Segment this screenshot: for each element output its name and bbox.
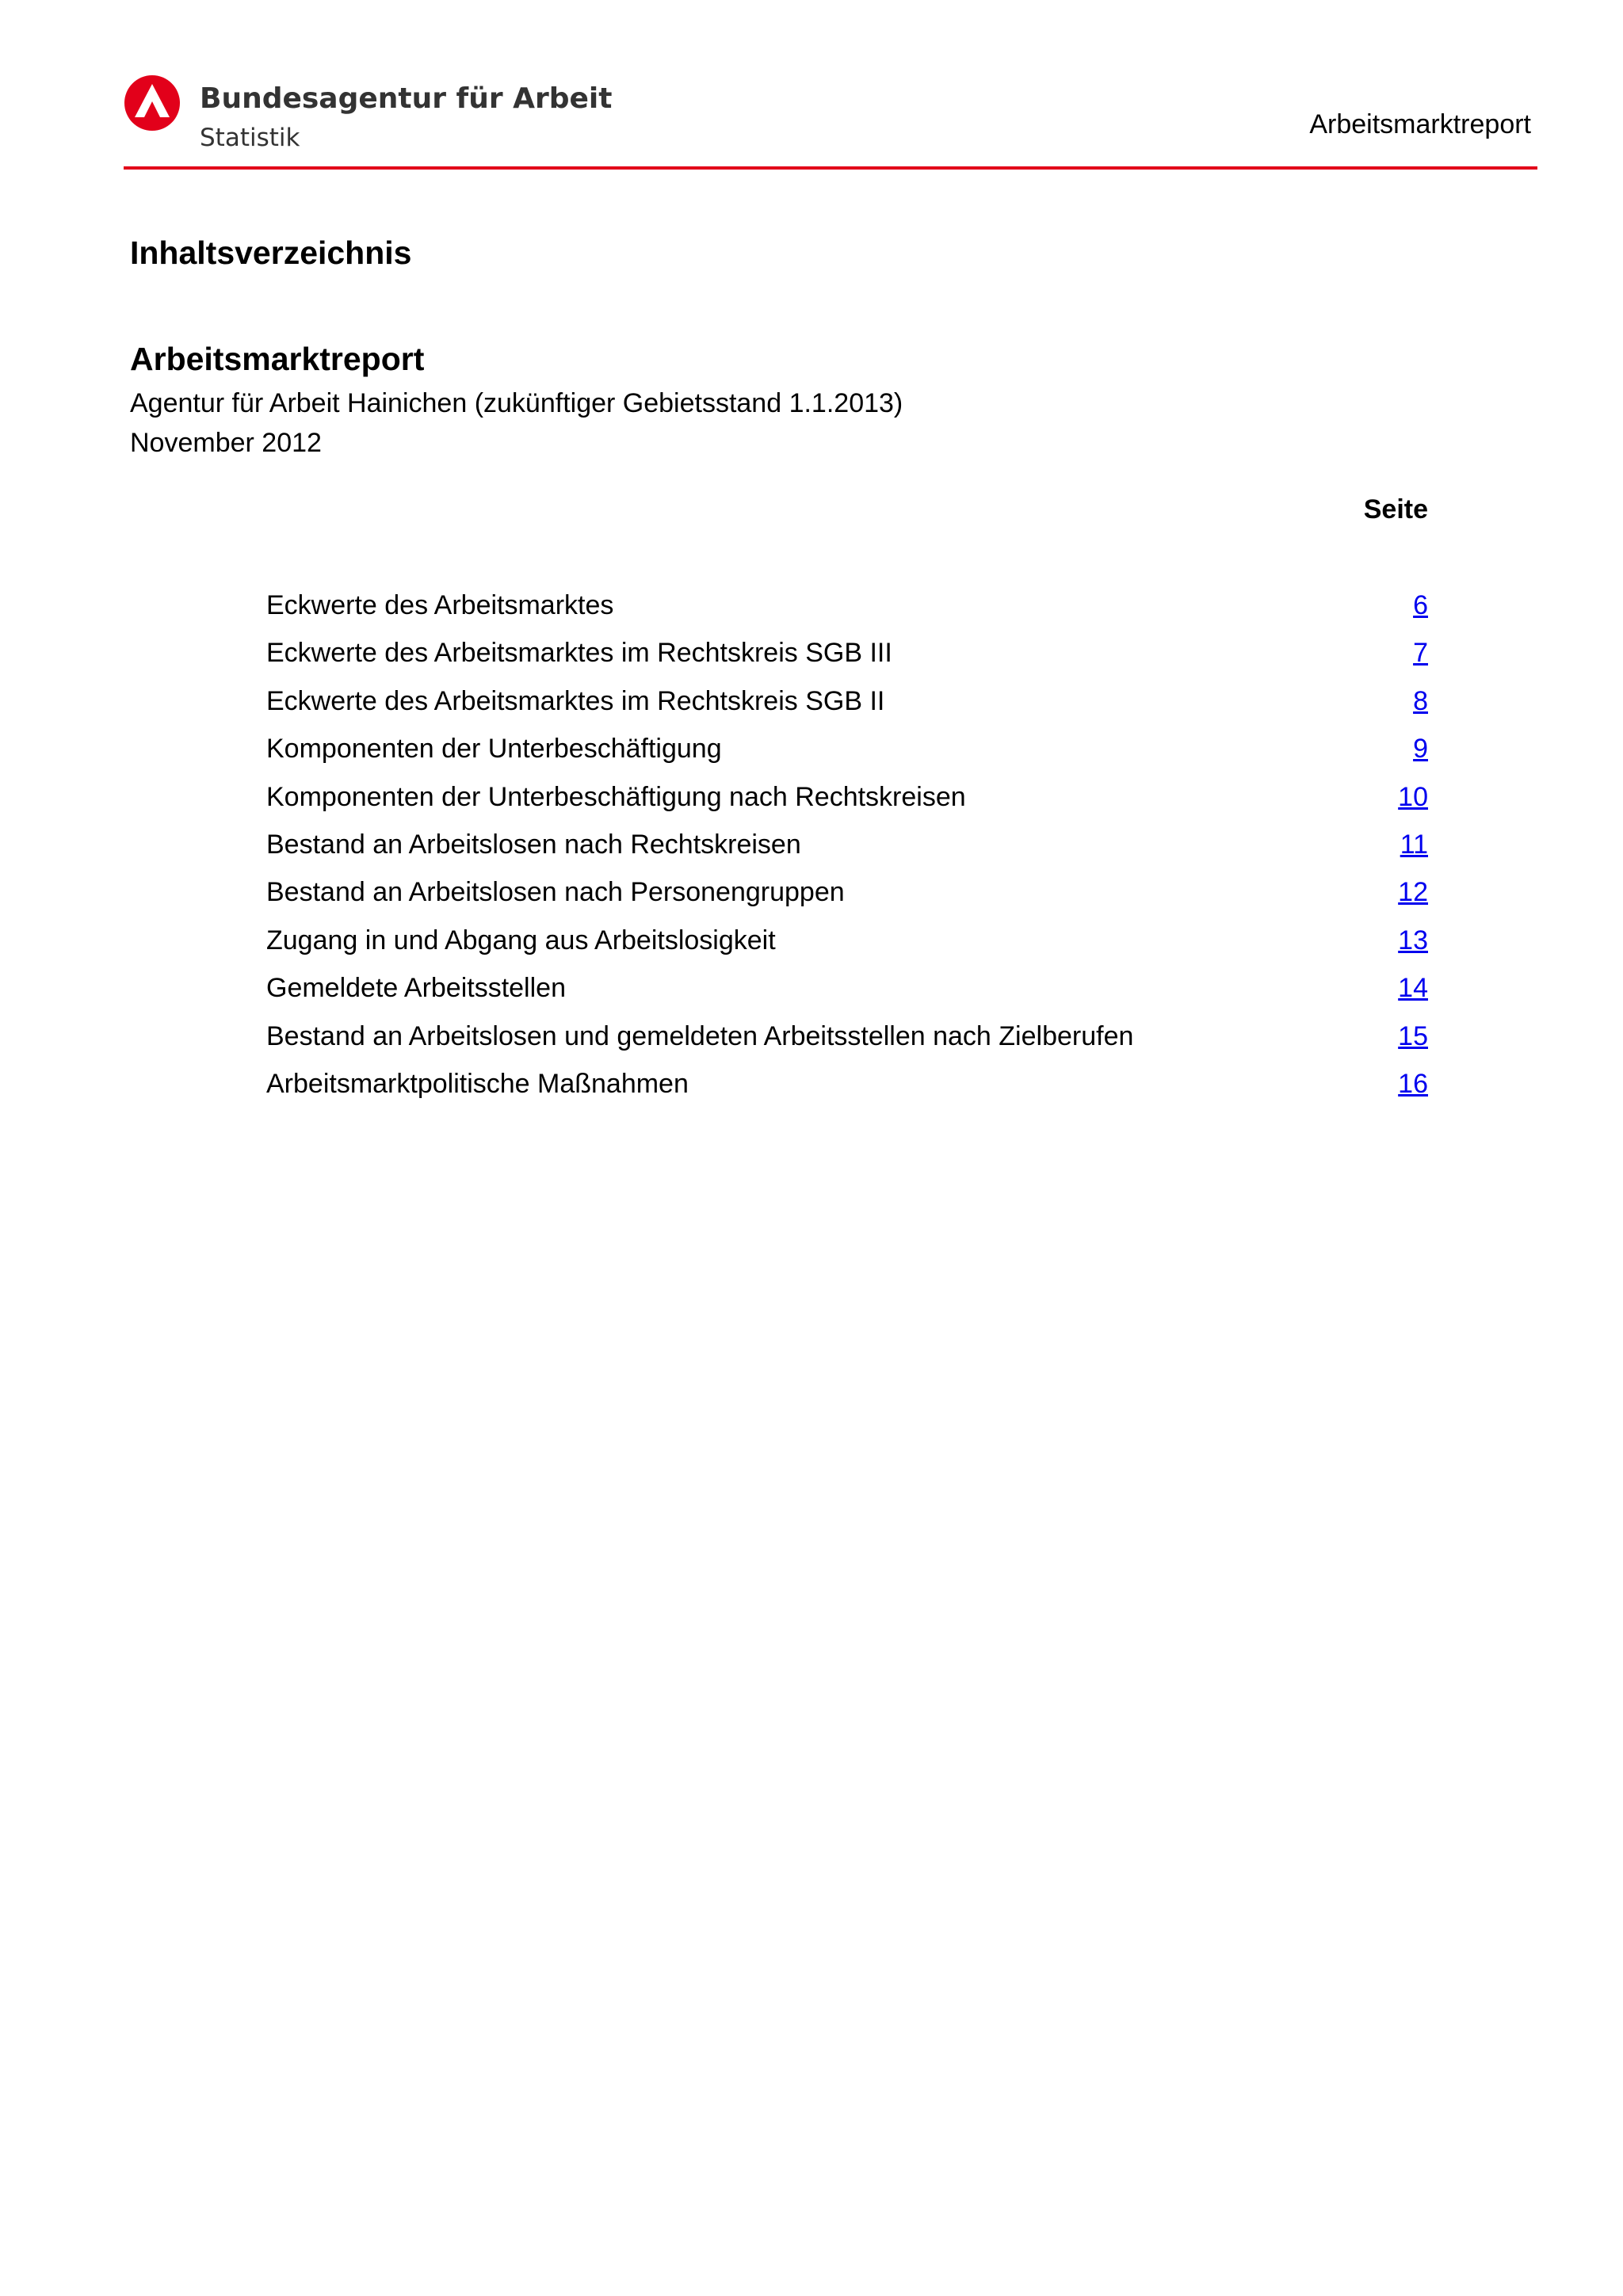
toc-item-title: Komponenten der Unterbeschäftigung	[266, 734, 722, 765]
logo-text-sub: Statistik	[200, 124, 300, 152]
toc-item	[266, 1065, 1428, 1112]
report-title: Arbeitsmarktreport	[130, 341, 425, 377]
header-rule	[124, 166, 1537, 170]
toc-page-link[interactable]: 12	[1398, 877, 1428, 908]
toc-item-title: Bestand an Arbeitslosen nach Rechtskreisen	[266, 829, 801, 860]
header-report-title: Arbeitsmarktreport	[1309, 109, 1531, 139]
toc-page-link[interactable]: 14	[1398, 973, 1428, 1004]
toc-item-title: Bestand an Arbeitslosen und gemeldeten Arbeitsstellen nach Zielberufen	[266, 1020, 1134, 1051]
toc-item	[266, 778, 1428, 826]
toc-item	[266, 826, 1428, 873]
toc-item	[266, 873, 1428, 921]
toc-page-link[interactable]: 11	[1400, 829, 1428, 860]
toc-item-title: Eckwerte des Arbeitsmarktes	[266, 590, 614, 620]
toc-page-link[interactable]: 16	[1398, 1068, 1428, 1099]
toc-page-link[interactable]: 8	[1413, 685, 1428, 716]
toc-item-title: Arbeitsmarktpolitische Maßnahmen	[266, 1068, 689, 1099]
toc-item	[266, 682, 1428, 730]
toc-page-link[interactable]: 10	[1398, 781, 1428, 812]
toc-item	[266, 1017, 1428, 1065]
toc-item-title: Zugang in und Abgang aus Arbeitslosigkeit	[266, 925, 776, 955]
report-subtitle: Agentur für Arbeit Hainichen (zukünftiger Gebietsstand 1.1.2013)	[130, 388, 903, 418]
toc-item-title: Eckwerte des Arbeitsmarktes im Rechtskreis SGB II	[266, 685, 885, 716]
toc-page-link[interactable]: 6	[1413, 590, 1428, 620]
toc-item-title: Eckwerte des Arbeitsmarktes im Rechtskreis SGB III	[266, 638, 892, 669]
toc-heading: Inhaltsverzeichnis	[130, 235, 412, 271]
page-header	[124, 74, 1537, 168]
toc-page-link[interactable]: 7	[1413, 638, 1428, 669]
toc-item-title: Bestand an Arbeitslosen nach Personengruppen	[266, 877, 845, 908]
toc-page-link[interactable]: 13	[1398, 925, 1428, 955]
logo-text-main: Bundesagentur für Arbeit	[200, 82, 613, 115]
report-date: November 2012	[130, 428, 322, 458]
toc-item	[266, 921, 1428, 969]
toc-item	[266, 730, 1428, 777]
toc-list	[266, 586, 1428, 1112]
ba-logo-icon	[124, 74, 181, 132]
toc-page-link[interactable]: 15	[1398, 1020, 1428, 1051]
toc-item	[266, 586, 1428, 634]
toc-item-title: Komponenten der Unterbeschäftigung nach Rechtskreisen	[266, 781, 966, 812]
toc-item-title: Gemeldete Arbeitsstellen	[266, 973, 566, 1004]
page-column-label: Seite	[1363, 494, 1428, 524]
toc-item	[266, 969, 1428, 1016]
toc-page-link[interactable]: 9	[1413, 734, 1428, 765]
toc-item	[266, 634, 1428, 681]
